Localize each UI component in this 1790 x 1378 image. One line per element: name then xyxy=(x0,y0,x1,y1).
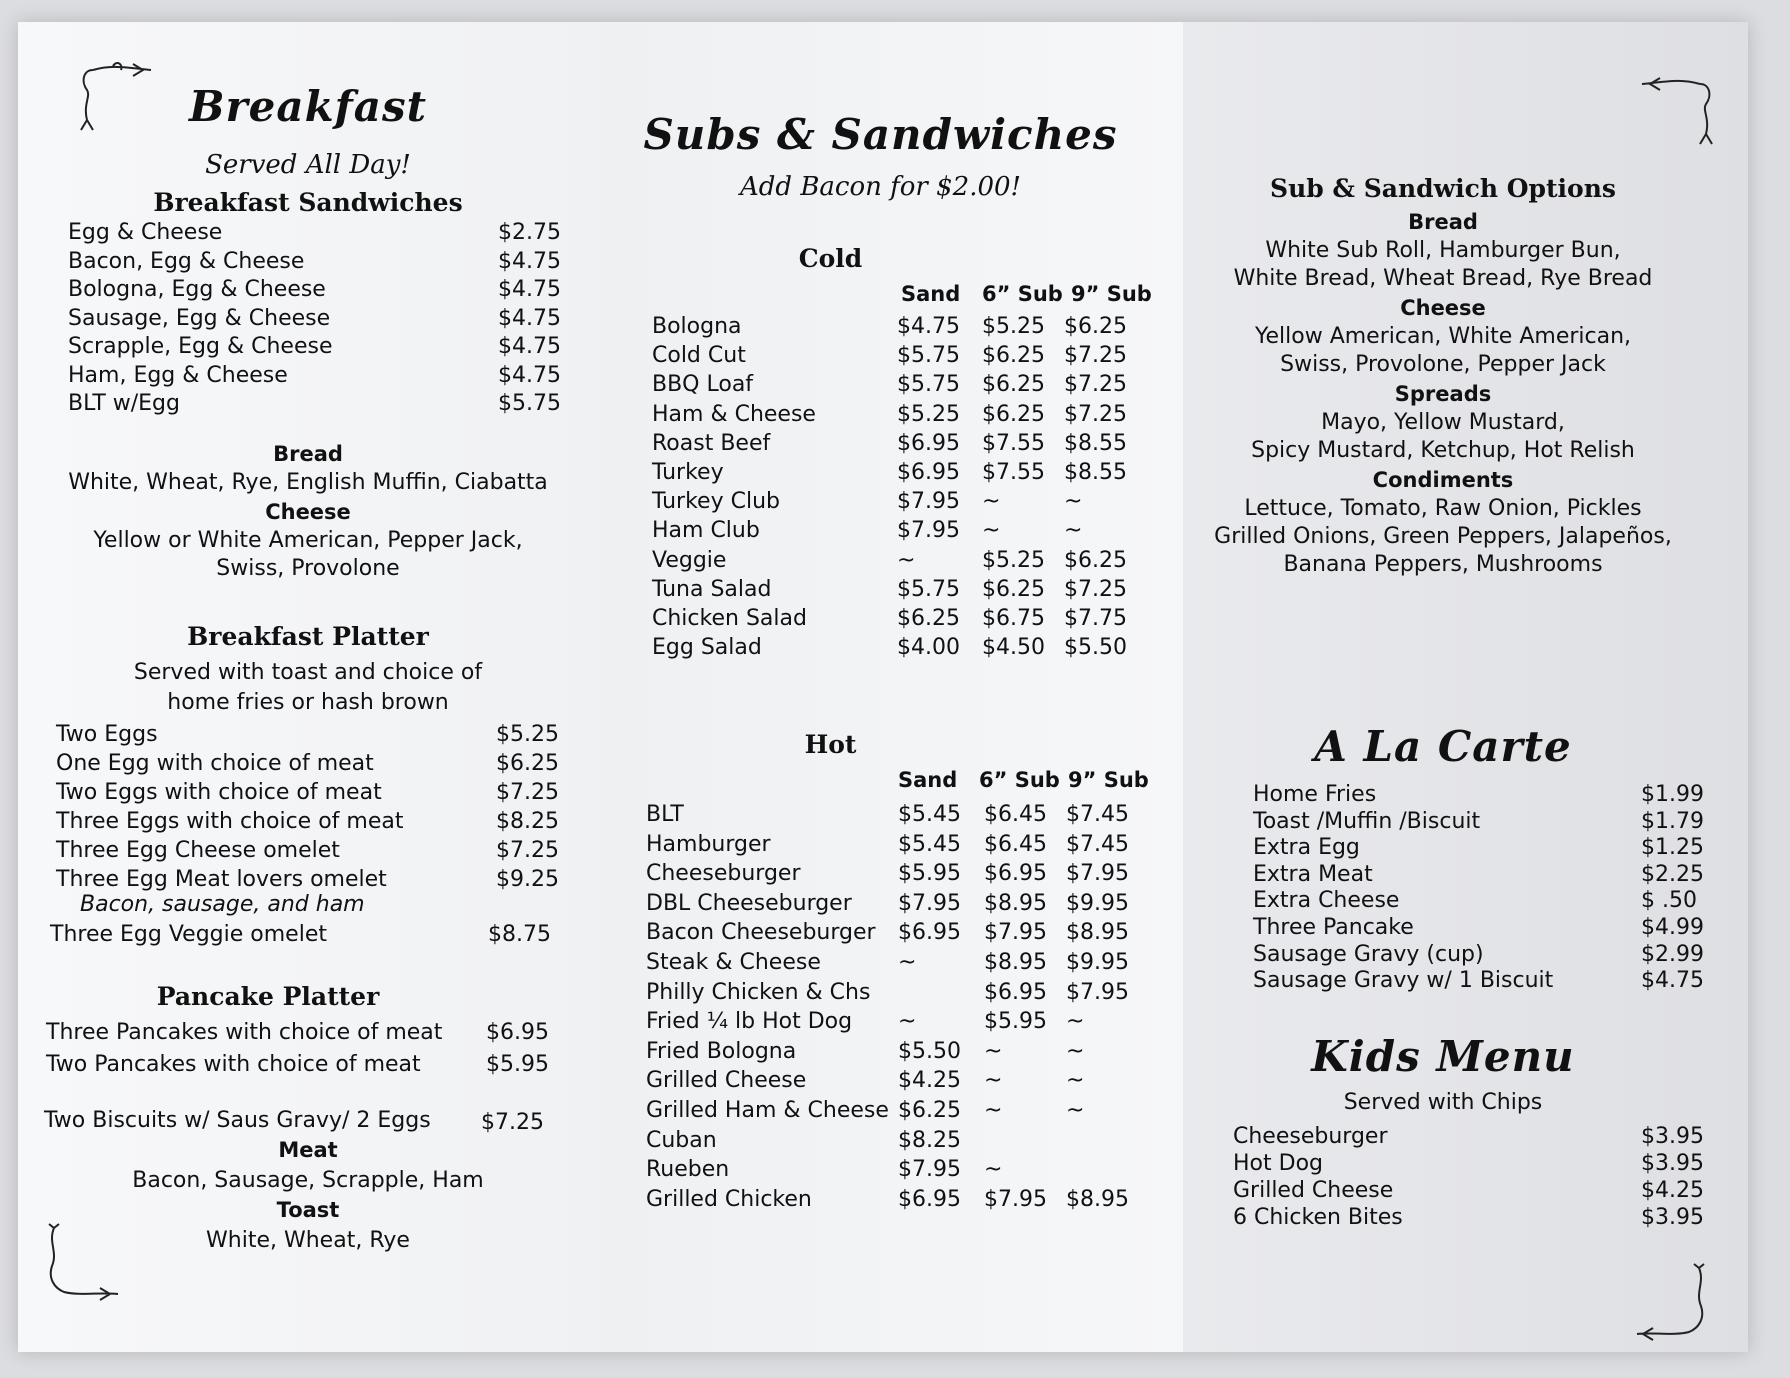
item-price: $4.00 xyxy=(897,635,960,661)
options-cheese-line1: Yellow American, White American, xyxy=(1254,324,1632,349)
item-price: $6.25 xyxy=(897,605,960,631)
kids-subtitle: Served with Chips xyxy=(1343,1090,1543,1115)
item-price: $6.95 xyxy=(486,1020,549,1045)
kids-title: Kids Menu xyxy=(1311,1032,1575,1081)
item-price: $5.95 xyxy=(486,1052,549,1077)
item-price: $6.25 xyxy=(982,576,1045,602)
item-price: $2.25 xyxy=(1641,861,1704,887)
item-name: Grilled Chicken xyxy=(646,1186,812,1212)
item-price: ~ xyxy=(984,1157,1003,1183)
item-price: $6.95 xyxy=(984,979,1047,1005)
item-name: Egg Salad xyxy=(652,635,762,661)
item-price: $5.95 xyxy=(898,861,961,887)
item-price: $9.95 xyxy=(1066,890,1129,916)
alacarte-list xyxy=(1253,782,1704,995)
subs-panel xyxy=(598,22,1183,1352)
item-name: Rueben xyxy=(646,1157,730,1183)
breakfast-sandwiches-heading: Breakfast Sandwiches xyxy=(153,188,463,217)
options-cheese-label: Cheese xyxy=(1400,296,1486,320)
item-price: $7.95 xyxy=(898,890,961,916)
item-name: Cuban xyxy=(646,1127,717,1153)
list-item xyxy=(46,1052,566,1084)
list-item xyxy=(68,306,588,335)
veggie-omelet-price: $8.75 xyxy=(488,922,551,947)
biscuits-price: $7.25 xyxy=(481,1110,544,1135)
list-item xyxy=(1253,968,1704,995)
item-price: $7.95 xyxy=(1066,979,1129,1005)
table-row xyxy=(646,1009,1166,1039)
item-price: $6.25 xyxy=(496,751,559,776)
item-name: Bologna xyxy=(652,314,742,339)
list-item xyxy=(1253,914,1704,942)
table-row xyxy=(652,314,1172,343)
list-item xyxy=(56,751,576,780)
item-name: Bacon Cheeseburger xyxy=(646,920,876,946)
breakfast-cheese-line1: Yellow or White American, Pepper Jack, xyxy=(93,528,523,553)
table-row xyxy=(652,372,1172,401)
item-name: Three Pancakes with choice of meat xyxy=(46,1020,443,1045)
item-price: $1.25 xyxy=(1641,835,1704,861)
item-name: Cold Cut xyxy=(652,343,746,369)
item-price: $7.55 xyxy=(982,459,1045,485)
list-item xyxy=(68,334,588,363)
item-price: $5.50 xyxy=(898,1038,961,1064)
table-row xyxy=(646,1157,1166,1187)
toast-text: White, Wheat, Rye xyxy=(206,1228,410,1253)
table-row xyxy=(646,1068,1166,1098)
hot-col-6: 6” Sub xyxy=(979,768,1060,792)
item-price: $5.25 xyxy=(496,722,559,747)
item-price: ~ xyxy=(982,489,1001,515)
table-row xyxy=(646,832,1166,862)
item-price: $5.95 xyxy=(984,1009,1047,1035)
options-condiments-label: Condiments xyxy=(1372,468,1514,492)
item-price: $4.75 xyxy=(1641,968,1704,994)
list-item xyxy=(68,220,588,249)
list-item xyxy=(1253,888,1697,915)
item-price: $4.75 xyxy=(498,248,561,274)
item-price: $6.25 xyxy=(1064,314,1127,339)
item-name: Home Fries xyxy=(1253,782,1377,807)
item-price: $2.99 xyxy=(1641,941,1704,967)
table-row xyxy=(646,950,1166,980)
item-price: $7.95 xyxy=(984,920,1047,946)
item-price: $7.25 xyxy=(496,838,559,863)
item-name: Three Egg Cheese omelet xyxy=(56,838,340,863)
list-item xyxy=(68,391,588,420)
item-name: Philly Chicken & Chs xyxy=(646,979,871,1005)
item-name: Fried ¼ lb Hot Dog xyxy=(646,1009,853,1035)
cold-col-sand: Sand xyxy=(901,282,961,306)
item-price: $7.95 xyxy=(1066,861,1129,887)
item-price: $5.75 xyxy=(498,391,561,416)
item-price: $3.95 xyxy=(1641,1151,1704,1176)
item-name: Ham, Egg & Cheese xyxy=(68,362,288,388)
item-price: $7.95 xyxy=(984,1186,1047,1212)
item-name: Toast /Muffin /Biscuit xyxy=(1253,808,1481,834)
item-price: $9.95 xyxy=(1066,949,1129,975)
item-price: $6.95 xyxy=(897,459,960,485)
item-name: Sausage, Egg & Cheese xyxy=(68,305,331,331)
item-price: $7.95 xyxy=(897,518,960,544)
item-price: $6.45 xyxy=(984,831,1047,857)
options-bread-label: Bread xyxy=(1408,210,1478,234)
item-price: $6.25 xyxy=(1064,547,1127,573)
cold-list xyxy=(652,314,1172,664)
breakfast-subtitle: Served All Day! xyxy=(205,150,411,180)
table-row xyxy=(646,861,1166,891)
item-price: $5.75 xyxy=(897,576,960,602)
breakfast-bread-text: White, Wheat, Rye, English Muffin, Ciabatta xyxy=(68,470,548,495)
item-price: $5.45 xyxy=(898,831,961,857)
toast-label: Toast xyxy=(276,1198,340,1222)
list-item xyxy=(1233,1151,1704,1178)
item-name: Three Pancake xyxy=(1253,914,1414,940)
item-price: $4.99 xyxy=(1641,914,1704,940)
list-item xyxy=(1233,1178,1704,1205)
item-price: ~ xyxy=(1066,1038,1085,1064)
item-name: One Egg with choice of meat xyxy=(56,751,374,776)
list-item xyxy=(1253,941,1704,969)
item-price: $6.25 xyxy=(982,401,1045,427)
item-price: $8.25 xyxy=(898,1127,961,1153)
cold-col-9: 9” Sub xyxy=(1071,282,1152,306)
pancake-platter-heading: Pancake Platter xyxy=(156,982,380,1011)
item-name: Sausage Gravy (cup) xyxy=(1253,941,1484,967)
cold-heading: Cold xyxy=(798,244,863,273)
item-price: $4.75 xyxy=(498,305,561,331)
item-price: $6.95 xyxy=(984,861,1047,887)
item-name: Scrapple, Egg & Cheese xyxy=(68,334,333,359)
table-row xyxy=(652,460,1172,489)
item-name: Cheeseburger xyxy=(1233,1124,1388,1149)
options-heading: Sub & Sandwich Options xyxy=(1270,174,1616,203)
breakfast-platter-heading: Breakfast Platter xyxy=(187,622,429,651)
item-price: $5.25 xyxy=(897,401,960,427)
item-price: $6.25 xyxy=(982,343,1045,369)
item-price: $6.25 xyxy=(898,1097,961,1123)
item-name: BBQ Loaf xyxy=(652,372,754,398)
item-price: ~ xyxy=(982,518,1001,544)
list-item xyxy=(1233,1124,1704,1151)
item-price: $4.25 xyxy=(898,1068,961,1094)
item-price: $7.25 xyxy=(496,780,559,805)
list-item xyxy=(68,363,588,392)
item-price: $7.95 xyxy=(898,1157,961,1183)
item-name: Roast Beef xyxy=(652,430,771,456)
list-item xyxy=(1253,861,1704,889)
item-name: 6 Chicken Bites xyxy=(1233,1205,1403,1230)
list-item xyxy=(56,809,576,838)
options-condiments-line2: Grilled Onions, Green Peppers, Jalapeños, xyxy=(1214,524,1672,549)
item-name: Veggie xyxy=(652,547,727,573)
item-price: ~ xyxy=(1064,489,1083,515)
item-price: $8.95 xyxy=(984,949,1047,975)
item-price: $6.45 xyxy=(984,802,1047,827)
item-name: Bacon, Egg & Cheese xyxy=(68,248,305,274)
table-row xyxy=(652,548,1172,577)
breakfast-platter-list xyxy=(56,722,576,896)
meat-lovers-note: Bacon, sausage, and ham xyxy=(80,892,365,917)
table-row xyxy=(652,343,1172,372)
item-name: DBL Cheeseburger xyxy=(646,890,852,916)
item-price: $4.75 xyxy=(897,314,960,339)
item-price: $2.75 xyxy=(498,220,561,245)
table-row xyxy=(646,980,1166,1010)
list-item xyxy=(1233,1205,1704,1232)
kids-list xyxy=(1233,1124,1704,1232)
cold-col-6: 6” Sub xyxy=(982,282,1063,306)
item-name: Grilled Ham & Cheese xyxy=(646,1097,889,1123)
item-price: $5.50 xyxy=(1064,635,1127,661)
item-name: Turkey Club xyxy=(652,489,780,515)
options-cheese-line2: Swiss, Provolone, Pepper Jack xyxy=(1280,352,1606,377)
item-price: $9.25 xyxy=(496,867,559,892)
item-name: Grilled Cheese xyxy=(646,1068,807,1094)
item-price: $7.55 xyxy=(982,430,1045,456)
item-price: ~ xyxy=(984,1038,1003,1064)
item-price: $6.95 xyxy=(897,430,960,456)
item-price: $8.95 xyxy=(984,890,1047,916)
table-row xyxy=(652,489,1172,518)
item-name: Two Pancakes with choice of meat xyxy=(46,1052,421,1077)
item-price: $7.95 xyxy=(897,489,960,515)
item-name: Sausage Gravy w/ 1 Biscuit xyxy=(1253,968,1554,994)
table-row xyxy=(646,1187,1166,1217)
options-bread-line2: White Bread, Wheat Bread, Rye Bread xyxy=(1233,266,1653,291)
item-name: Grilled Cheese xyxy=(1233,1178,1394,1203)
item-name: Three Eggs with choice of meat xyxy=(56,809,404,834)
item-price: ~ xyxy=(1066,1097,1085,1123)
ornament-corner-icon xyxy=(1638,74,1718,154)
table-row xyxy=(646,1039,1166,1069)
table-row xyxy=(652,402,1172,431)
subs-title: Subs & Sandwiches xyxy=(643,110,1118,159)
item-price: $4.25 xyxy=(1641,1178,1704,1203)
item-price: $ .50 xyxy=(1641,888,1697,914)
item-price: $5.25 xyxy=(982,314,1045,339)
item-price: $3.95 xyxy=(1641,1124,1704,1149)
menu-sheet xyxy=(18,22,1748,1352)
item-name: Two Eggs xyxy=(56,722,158,747)
item-name: Extra Cheese xyxy=(1253,888,1400,914)
item-name: Egg & Cheese xyxy=(68,220,223,245)
pancake-list xyxy=(46,1020,566,1084)
ornament-corner-icon xyxy=(1633,1262,1713,1342)
table-row xyxy=(646,920,1166,950)
item-price: $4.75 xyxy=(498,362,561,388)
item-name: Extra Egg xyxy=(1253,835,1360,861)
item-price: $1.99 xyxy=(1641,782,1704,807)
item-price: $4.50 xyxy=(982,635,1045,661)
item-price: $6.95 xyxy=(898,1186,961,1212)
table-row xyxy=(652,518,1172,547)
options-spreads-line1: Mayo, Yellow Mustard, xyxy=(1321,410,1565,435)
item-price: $7.25 xyxy=(1064,343,1127,369)
ornament-corner-icon xyxy=(40,1222,120,1302)
options-bread-line1: White Sub Roll, Hamburger Bun, xyxy=(1265,238,1621,263)
item-name: Ham & Cheese xyxy=(652,401,816,427)
breakfast-cheese-label: Cheese xyxy=(265,500,351,524)
item-price: $1.79 xyxy=(1641,808,1704,834)
subs-subtitle: Add Bacon for $2.00! xyxy=(739,172,1021,202)
item-price: $7.75 xyxy=(1064,605,1127,631)
list-item xyxy=(68,249,588,278)
item-price: ~ xyxy=(898,1009,917,1035)
options-panel xyxy=(1183,22,1748,1352)
breakfast-cheese-line2: Swiss, Provolone xyxy=(216,556,400,581)
table-row xyxy=(652,577,1172,606)
breakfast-sandwiches-list xyxy=(68,220,588,420)
item-name: Three Egg Meat lovers omelet xyxy=(56,867,387,892)
breakfast-panel xyxy=(18,22,598,1352)
item-name: Chicken Salad xyxy=(652,605,807,631)
options-spreads-label: Spreads xyxy=(1394,382,1492,406)
meat-label: Meat xyxy=(278,1138,338,1162)
item-price: ~ xyxy=(1066,1009,1085,1035)
item-price: ~ xyxy=(1066,1068,1085,1094)
item-price: $5.45 xyxy=(898,802,961,827)
options-spreads-line2: Spicy Mustard, Ketchup, Hot Relish xyxy=(1251,438,1635,463)
platter-desc1: Served with toast and choice of xyxy=(133,660,483,685)
item-price: $8.95 xyxy=(1066,1186,1129,1212)
item-price: $5.75 xyxy=(897,372,960,398)
table-row xyxy=(652,606,1172,635)
item-price: $6.95 xyxy=(898,920,961,946)
item-price: $8.95 xyxy=(1066,920,1129,946)
item-price: $5.75 xyxy=(897,343,960,369)
list-item xyxy=(68,277,588,306)
list-item xyxy=(56,838,576,867)
item-price: $7.25 xyxy=(1064,401,1127,427)
item-price: ~ xyxy=(984,1097,1003,1123)
options-condiments-line1: Lettuce, Tomato, Raw Onion, Pickles xyxy=(1244,496,1642,521)
item-price: $6.75 xyxy=(982,605,1045,631)
list-item xyxy=(46,1020,566,1052)
item-price: $7.45 xyxy=(1066,831,1129,857)
table-row xyxy=(646,1098,1166,1128)
item-name: BLT xyxy=(646,802,684,827)
item-price: ~ xyxy=(1064,518,1083,544)
list-item xyxy=(56,722,576,751)
item-name: Hamburger xyxy=(646,831,771,857)
item-price: ~ xyxy=(897,547,916,573)
table-row xyxy=(646,891,1166,921)
item-price: $3.95 xyxy=(1641,1205,1704,1230)
hot-col-sand: Sand xyxy=(898,768,958,792)
item-price: $7.25 xyxy=(1064,576,1127,602)
list-item xyxy=(56,780,576,809)
item-name: Fried Bologna xyxy=(646,1038,797,1064)
item-name: Ham Club xyxy=(652,518,760,544)
item-price: $7.25 xyxy=(1064,372,1127,398)
item-price: ~ xyxy=(898,949,917,975)
item-name: Two Eggs with choice of meat xyxy=(56,780,382,805)
hot-heading: Hot xyxy=(804,730,857,759)
item-price: ~ xyxy=(984,1068,1003,1094)
item-name: Bologna, Egg & Cheese xyxy=(68,277,326,302)
item-price: $4.75 xyxy=(498,277,561,302)
item-price: $8.25 xyxy=(496,809,559,834)
breakfast-bread-label: Bread xyxy=(273,442,343,466)
table-row xyxy=(646,802,1166,832)
alacarte-title: A La Carte xyxy=(1314,722,1572,771)
item-name: Tuna Salad xyxy=(652,576,772,602)
item-price: $5.25 xyxy=(982,547,1045,573)
list-item xyxy=(1253,782,1704,809)
item-name: BLT w/Egg xyxy=(68,391,180,416)
hot-col-9: 9” Sub xyxy=(1068,768,1149,792)
list-item xyxy=(1253,835,1704,862)
options-condiments-line3: Banana Peppers, Mushrooms xyxy=(1283,552,1603,577)
item-price: $6.25 xyxy=(982,372,1045,398)
veggie-omelet-name: Three Egg Veggie omelet xyxy=(50,922,327,947)
item-price: $4.75 xyxy=(498,334,561,359)
list-item xyxy=(1253,808,1704,836)
item-price: $8.55 xyxy=(1064,430,1127,456)
item-price: $7.45 xyxy=(1066,802,1129,827)
item-name: Extra Meat xyxy=(1253,861,1373,887)
breakfast-title: Breakfast xyxy=(189,82,427,131)
table-row xyxy=(652,431,1172,460)
biscuits-name: Two Biscuits w/ Saus Gravy/ 2 Eggs xyxy=(44,1108,431,1133)
item-name: Cheeseburger xyxy=(646,861,801,887)
item-price: $8.55 xyxy=(1064,459,1127,485)
hot-list xyxy=(646,802,1166,1216)
table-row xyxy=(652,635,1172,664)
platter-desc2: home fries or hash brown xyxy=(167,690,449,715)
item-name: Hot Dog xyxy=(1233,1151,1323,1176)
item-name: Turkey xyxy=(652,459,724,485)
meat-text: Bacon, Sausage, Scrapple, Ham xyxy=(132,1168,484,1193)
item-name: Steak & Cheese xyxy=(646,949,821,975)
table-row xyxy=(646,1128,1166,1158)
